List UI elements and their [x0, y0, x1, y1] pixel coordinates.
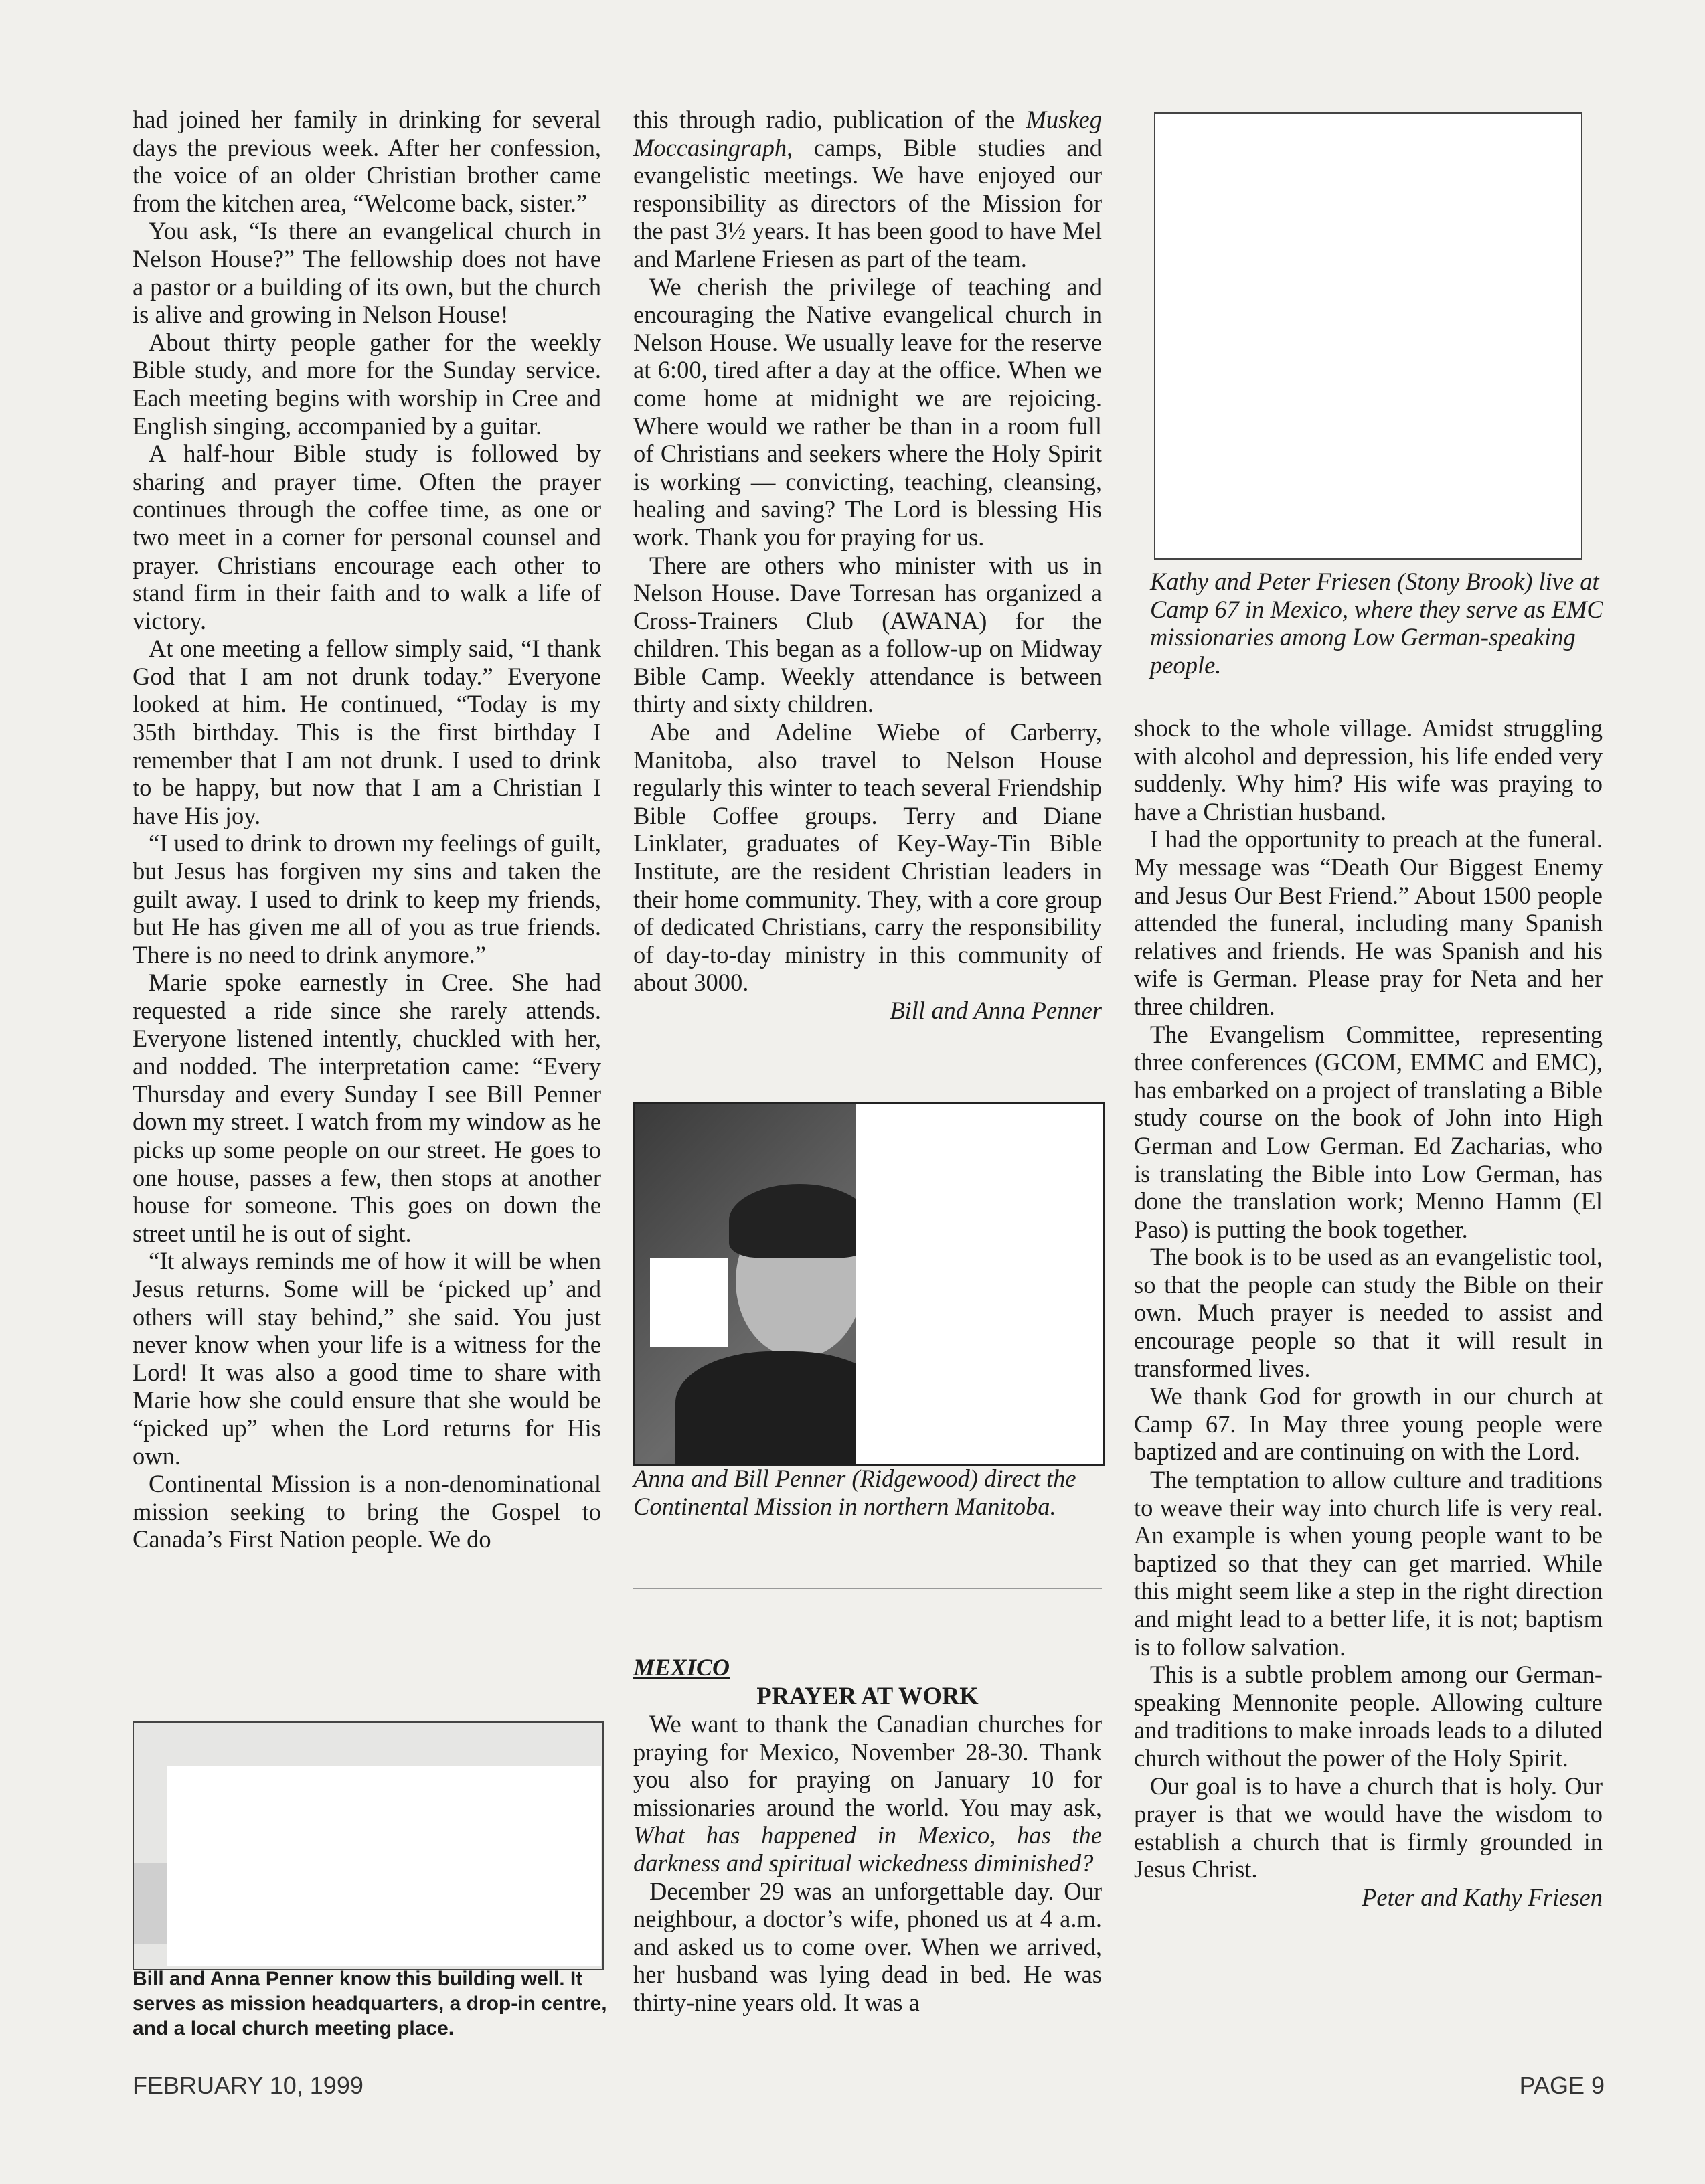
paragraph: I had the opportunity to preach at the funeral. My message was “Death Our Biggest Enemy and Jesus Our Best Friend.” About 1500 people attended the funeral, including many Spanish relatives and friends. He was Spanish and his wife is German. Please pray for Neta and her three children. [1134, 825, 1603, 1020]
column-2 [633, 106, 1102, 1025]
paragraph: There are others who minister with us in Nelson House. Dave Torresan has organized a Cross-Trainers Club (AWANA) for the children. This began as a follow-up on Midway Bible Camp. Weekly attendance is between thirty and sixty children. [633, 551, 1102, 718]
paragraph: December 29 was an unforgettable day. Our neighbour, a doctor’s wife, phoned us at 4 a.m. and asked us to come over. When we arrived, her husband was lying dead in bed. He was thirty-nine years old. It was a [633, 1877, 1102, 2016]
paragraph: About thirty people gather for the weekly Bible study, and more for the Sunday service. Each meeting begins with worship in Cree and English singing, accompanied by a guitar. [133, 328, 601, 440]
paragraph [633, 1710, 1102, 1877]
building-caption-wrap [133, 1966, 609, 2041]
paragraph: This is a subtle problem among our German-speaking Mennonite people. Allowing culture and traditions to make inroads leads to a diluted church without the power of the Holy Spirit. [1134, 1661, 1603, 1772]
text-run: this through radio, publication of the [633, 106, 1026, 133]
text-run: , camps, Bible studies and evangelistic meetings. We have enjoyed our responsibility as directors of the Mission for the past 3½ years. It has been good to have Mel and Marlene Friesen as part of the team. [633, 133, 1102, 272]
signature: Peter and Kathy Friesen [1362, 1883, 1603, 1911]
paragraph: We thank God for growth in our church at Camp 67. In May three young people were baptized and are continuing on with the Lord. [1134, 1382, 1603, 1466]
section-divider [633, 1588, 1102, 1589]
paragraph: We cherish the privilege of teaching and encouraging the Native evangelical church in Nelson House. We usually leave for the reserve at 6:00, tired after a day at the office. When we come home at midnight we are rejoicing. Where would we rather be than in a room full of Christians and seekers where the Holy Spirit is working — convicting, teaching, cleansing, healing and saving? The Lord is blessing His work. Thank you for praying for us. [633, 272, 1102, 551]
italic-question: What has happened in Mexico, has the darkness and spiritual wickedness diminished? [633, 1821, 1102, 1877]
column-3 [1134, 714, 1603, 1912]
penner-caption: Anna and Bill Penner (Ridgewood) direct the Continental Mission in northern Manitoba. [633, 1464, 1076, 1520]
paragraph: The book is to be used as an evangelistic tool, so that the people can study the Bible on their own. Much prayer is needed to assist and encourage people so that it will result in transformed lives. [1134, 1243, 1603, 1382]
publication-title: Muskeg Moccasingraph [633, 106, 1102, 161]
paragraph: The temptation to allow culture and traditions to weave their way into church life is very real. An example is when young people want to be baptized so that they can get married. While this might seem like a step in the right direction and might lead to a better life, it is not; baptism is to follow salvation. [1134, 1466, 1603, 1661]
photo-redacted-area [167, 1766, 601, 1966]
paragraph: Our goal is to have a church that is holy. Our prayer is that we would have the wisdom to establish a church that is firmly grounded in Jesus Christ. [1134, 1772, 1603, 1883]
friesen-photo [1154, 112, 1582, 560]
signature: Bill and Anna Penner [890, 997, 1102, 1024]
page-number: PAGE 9 [1519, 2072, 1605, 2099]
paragraph: had joined her family in drinking for several days the previous week. After her confession, the voice of an older Christian brother came from the kitchen area, “Welcome back, sister.” [133, 106, 601, 217]
paragraph: You ask, “Is there an evangelical church in Nelson House?” The fellowship does not have a pastor or a building of its own, but the church is alive and growing in Nelson House! [133, 217, 601, 329]
paragraph: Abe and Adeline Wiebe of Carberry, Manitoba, also travel to Nelson House regularly this winter to teach several Friendship Bible Coffee groups. Terry and Diane Linklater, graduates of Key-Way-Tin Bible Institute, are the resident Christian leaders in their home community. They, with a core group of dedicated Christians, carry the responsibility of day-to-day ministry in this community of about 3000. [633, 718, 1102, 997]
paragraph: shock to the whole village. Amidst struggling with alcohol and depression, his life ended very suddenly. Why him? His wife was praying to have a Christian husband. [1134, 714, 1603, 825]
friesen-caption-wrap [1150, 568, 1605, 679]
column-1 [133, 106, 601, 1553]
paragraph: Continental Mission is a non-denominational mission seeking to bring the Gospel to Canada’s First Nation people. We do [133, 1470, 601, 1553]
building-photo [133, 1721, 604, 1970]
text-run: We want to thank the Canadian churches for praying for Mexico, November 28-30. Thank you also for praying on January 10 for missionaries around the world. You may ask, [633, 1710, 1102, 1821]
paragraph [633, 106, 1102, 273]
photo-redacted-area [856, 1104, 1103, 1464]
paragraph: “I used to drink to drown my feelings of guilt, but Jesus has forgiven my sins and taken the guilt away. I used to drink to keep my friends, but He has given me all of you as true friends. There is no need to drink anymore.” [133, 829, 601, 969]
building-caption: Bill and Anna Penner know this building well. It serves as mission headquarters, a drop-in centre, and a local church meeting place. [133, 1968, 607, 2039]
mexico-section [633, 1653, 1102, 2017]
friesen-caption: Kathy and Peter Friesen (Stony Brook) live at Camp 67 in Mexico, where they serve as EMC missionaries among Low German-speaking people. [1150, 568, 1603, 679]
section-label: MEXICO [633, 1654, 730, 1681]
section-title: PRAYER AT WORK [756, 1682, 979, 1709]
paragraph: A half-hour Bible study is followed by sharing and prayer time. Often the prayer continues through the coffee time, as one or two meet in a corner for personal counsel and prayer. Christians encourage each other to stand firm in their faith and to walk a life of victory. [133, 440, 601, 635]
penner-caption-wrap [633, 1464, 1102, 1520]
penner-portrait-photo [633, 1102, 1105, 1466]
paragraph: At one meeting a fellow simply said, “I thank God that I am not drunk today.” Everyone looked at him. He continued, “Today is my 35th birthday. This is the first birthday I remember that I am not drunk. I used to drink to be happy, but now that I am a Christian I have His joy. [133, 635, 601, 829]
portrait-hair [729, 1184, 870, 1258]
photo-snow-strip [134, 1863, 167, 1944]
paragraph: The Evangelism Committee, representing three conferences (GCOM, EMMC and EMC), has embarked on a project of translating a Bible study course on the book of John into High German and Low German. Ed Zacharias, who is translating the Bible into Low German, has done the translation work; Menno Hamm (El Paso) is putting the book together. [1134, 1020, 1603, 1243]
photo-redacted-area [650, 1258, 728, 1347]
footer-date: FEBRUARY 10, 1999 [133, 2072, 363, 2099]
paragraph: “It always reminds me of how it will be when Jesus returns. Some will be ‘picked up’ and others will stay behind,” she said. You just never know when your life is a witness for the Lord! It was also a good time to share with Marie how she could ensure that she would be “picked up” when the Lord returns for His own. [133, 1247, 601, 1470]
paragraph: Marie spoke earnestly in Cree. She had requested a ride since she rarely attends. Everyone listened intently, chuckled with her, and nodded. The interpretation came: “Every Thursday and every Sunday I see Bill Penner down my street. I watch from my window as he picks up some people on our street. He goes to one house, passes a few, then stops at another house for someone. This goes on down the street until he is out of sight. [133, 969, 601, 1247]
